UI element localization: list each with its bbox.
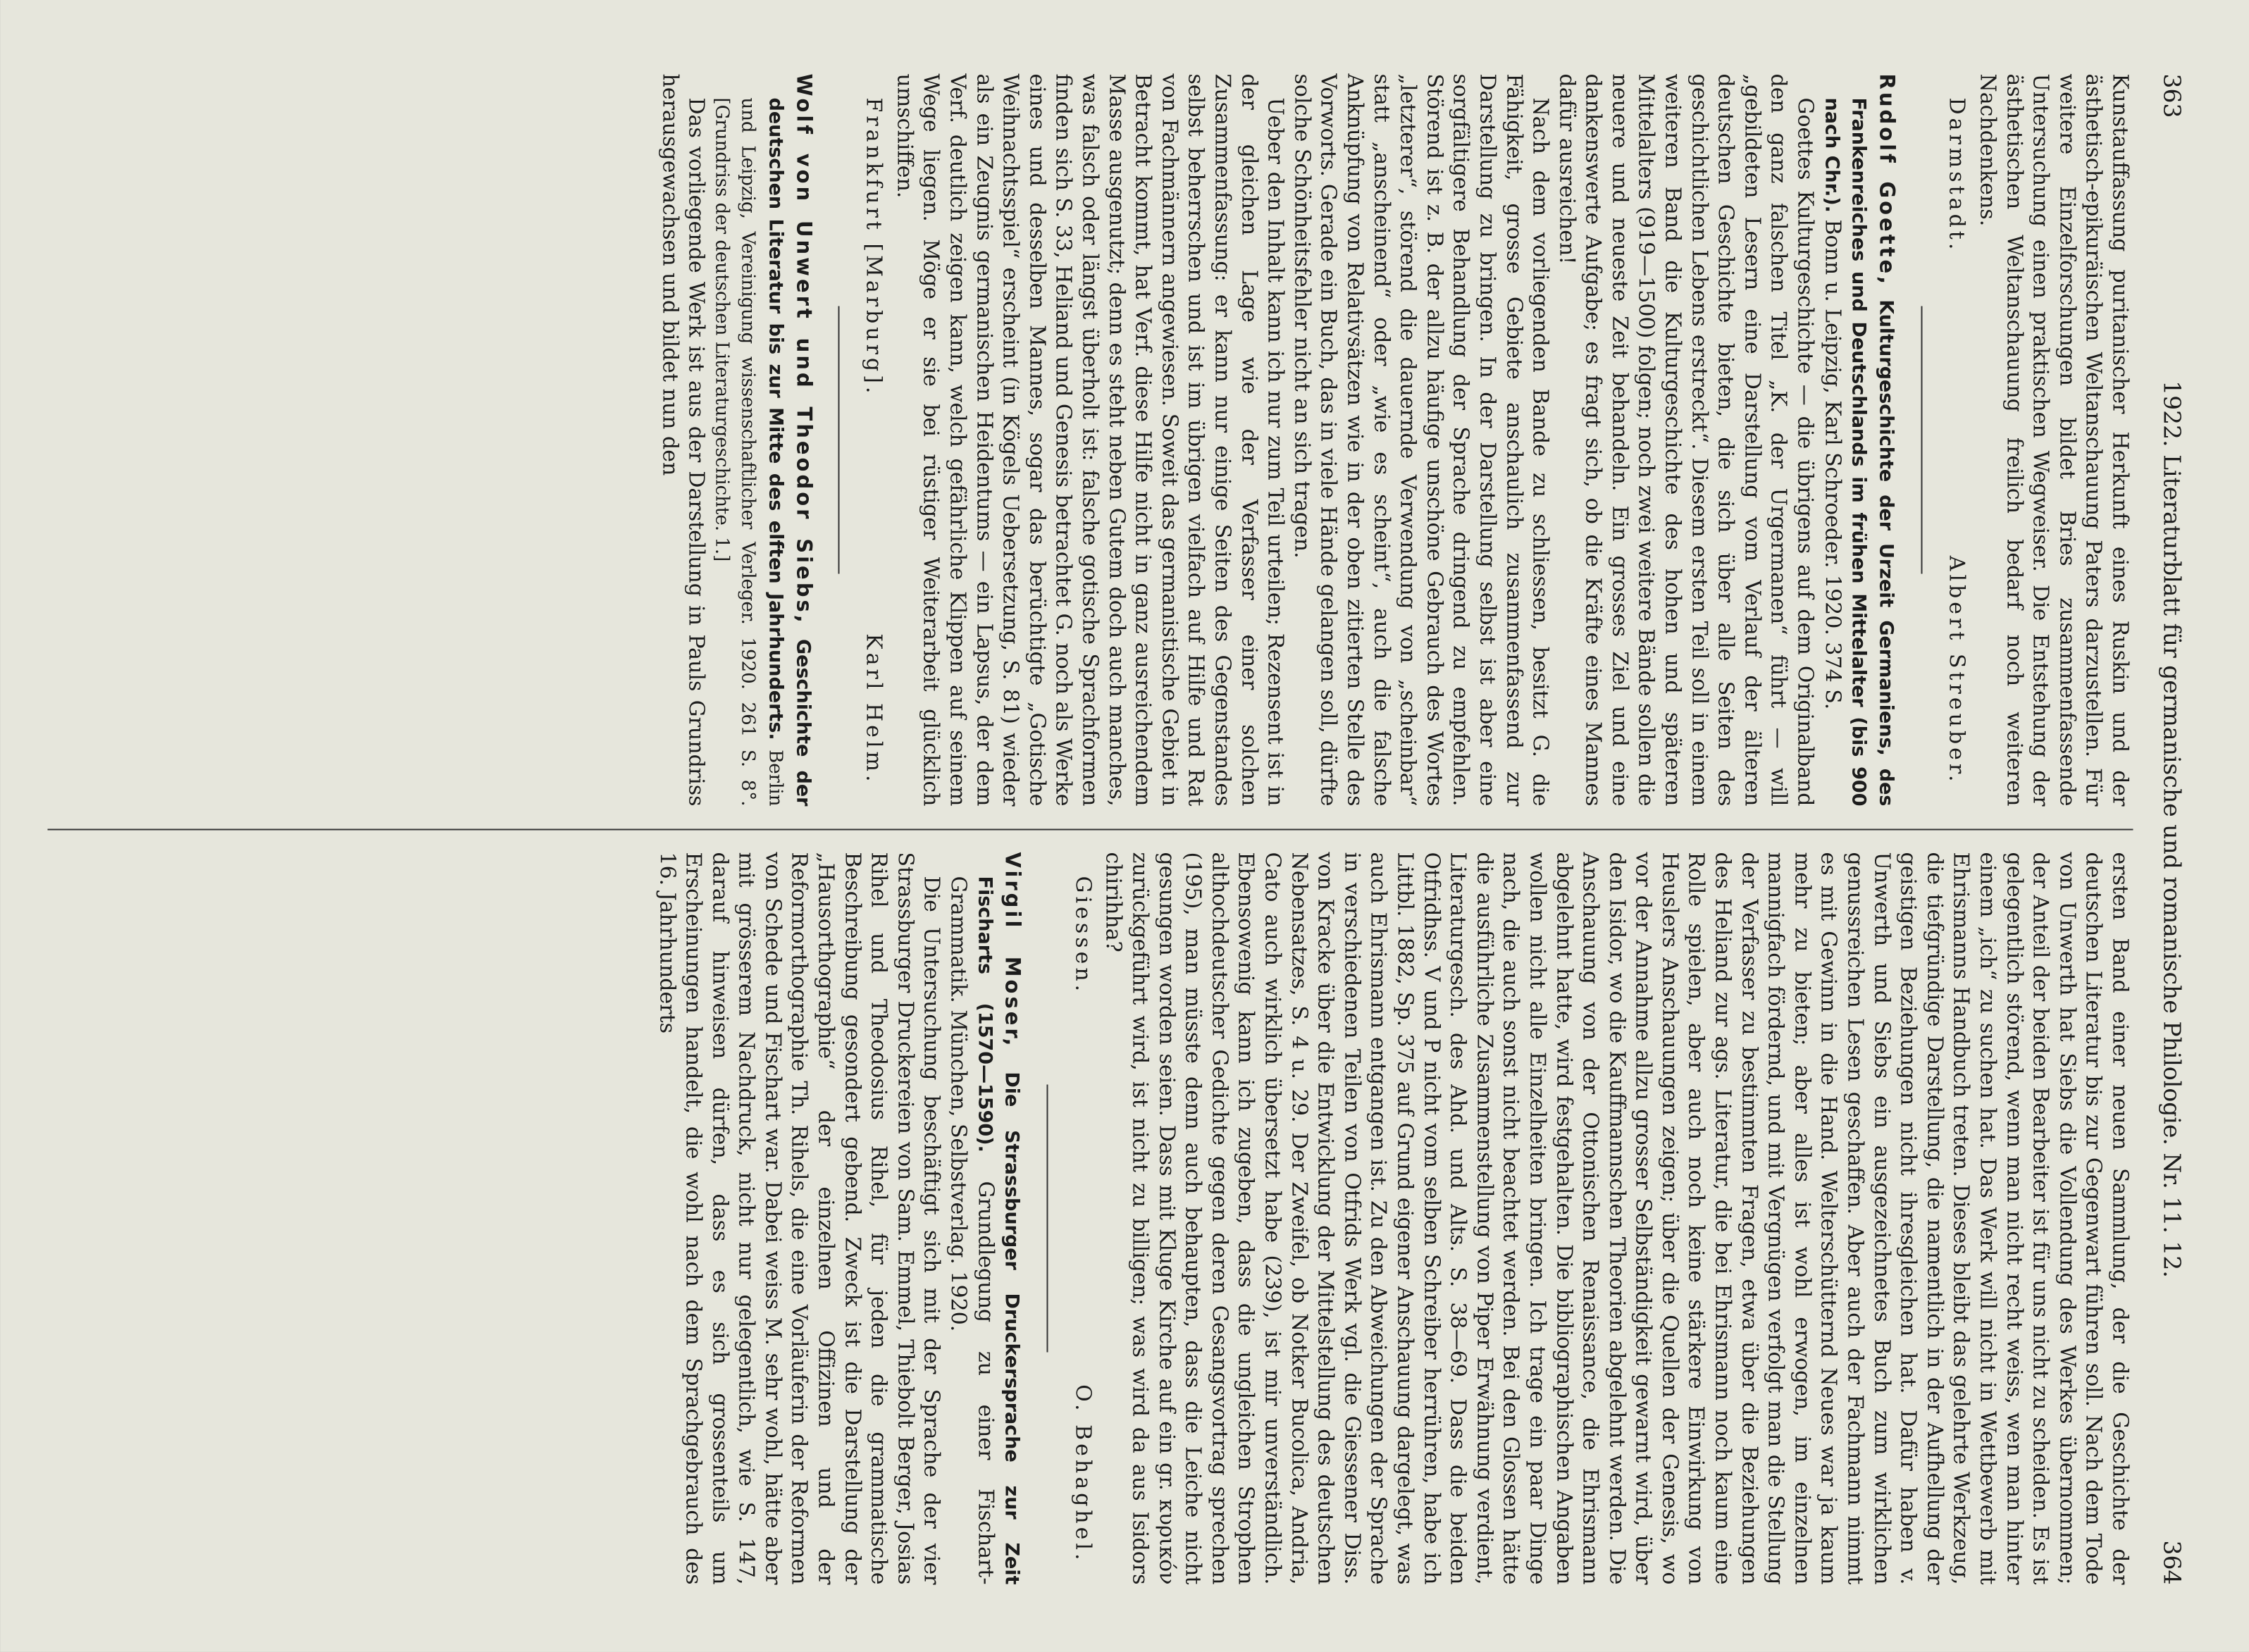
signature-name: O. Behaghel. bbox=[1070, 1384, 1096, 1564]
signature-name: Karl Helm. bbox=[861, 633, 886, 785]
review-entry-heading bbox=[710, 74, 817, 807]
signature-place: Giessen. bbox=[1070, 876, 1096, 995]
running-header bbox=[2151, 74, 2186, 1585]
signature-place: Frankfurt [Marburg]. bbox=[861, 97, 886, 397]
signature bbox=[860, 74, 891, 807]
journal-title: 1922. Literaturblatt für germanische und romanische Philologie. Nr. 11. 12. bbox=[2158, 380, 2186, 1278]
column-divider bbox=[48, 829, 2133, 831]
entry-author: Rudolf Goette, bbox=[1875, 73, 1900, 287]
review-entry-heading bbox=[945, 852, 1026, 1585]
paragraph: Das vorliegende Werk ist aus der Darstellung in Pauls Grundriss herausgewachsen und bildet nun den bbox=[657, 73, 709, 807]
signature-place: Darmstadt. bbox=[1944, 97, 1969, 254]
page-number-left: 363 bbox=[2158, 73, 2186, 118]
paragraph: Kunstauffassung puritanischer Herkunft eines Ruskin und der ästhetisch-epikuräischen Weltanschauung Paters darzustellen. Für weitere Einzelforschungen bildet Bries zusammenfassende Untersuchung einen praktischen Wegweiser. Die Entstehung der ästhetischen Weltanschauung freilich bedarf noch weiteren Nachdenkens. bbox=[1975, 73, 2133, 807]
section-rule bbox=[1047, 1085, 1048, 1353]
column-right bbox=[653, 852, 2133, 1585]
signature bbox=[1070, 852, 1101, 1585]
paragraph: ersten Band einer neuen Sammlung, der die Geschichte der deutschen Literatur bis zur Gegenwart führen soll. Nach dem Tode von Unwerth hat Siebs die Vollendung des Werkes übernommen; der Anteil der beiden Bearbeiter ist für uns nicht zu scheiden. Es ist gelegentlich störend, wenn man nicht recht weiss, wen man hinter einem „ich“ zu suchen hat. Das Werk will nicht in Wettbewerb mit Ehrismanns Handbuch treten. Dieses bleibt das gelehrte Werkzeug, die tiefgründige Darstellung, die namentlich in der Aufhellung der geistigen Beziehungen nicht ihresgleichen hat. Dafür haben v. Unwerth und Siebs ein ausgezeichnetes Buch zum wirklichen genussreichen Lesen geschaffen. Aber auch der Fachmann nimmt es mit Gewinn in die Hand. Welterschütternd Neues war ja kaum mehr zu bieten; aber alles ist wohl erwogen, im einzelnen mannigfach fördernd, und mit Vergnügen verfolgt man die Stellung der Verfasser zu bestimmten Fragen, etwa über die Beziehungen des Heliand zur ags. Literatur, die bei Ehrismann noch kaum eine Rolle spielen, aber auch noch keine stärkere Einwirkung von Heuslers Anschauungen zeigen; über die Quellen der Genesis, wo vor der Annahme allzu grosser Selbständigkeit gewarnt wird, über den Isidor, wo die Kauffmannschen Theorien abgelehnt werden. Die Anschauung von der Ottonischen Renaissance, die Ehrismann abgelehnt hatte, wird festgehalten. Die bibliographischen Angaben wollen nicht alle Einzelheiten bringen. Ich trage ein paar Dinge nach, die auch sonst nicht beachtet werden. Bei den Glossen hätte die ausführliche Zusammenstellung von Piper Erwähnung verdient, Literaturgesch. des Ahd. und Alts. S. 38—69. Dass die beiden Otfridhss. V und P nicht vom selben Schreiber herrühren, habe ich Littbl. 1882, Sp. 375 auf Grund eigener Anschauung dargelegt, was auch Ehrismann entgangen ist. Zu den Abweichungen der Sprache in verschiedenen Teilen von Otfrids Werk vgl. die Giessener Diss. von Kracke über die Entwicklung der Mittelstellung des deutschen Nebensatzes, S. 4 u. 29. Der Zweifel, ob Notker Bucolica, Andria, Cato auch wirklich übersetzt habe (239), ist mir unverständlich. Ebensowenig kann ich zugeben, dass die ungleichen Strophen althochdeutscher Gedichte gegen deren Gesangsvortrag sprechen (195), man müsste denn auch behaupten, dass die Leiche nicht gesungen worden seien. Dass mit Kluge Kirche auf ein gr. κυρικόν zurückgeführt wird, ist nicht zu billigen; was wird da aus Isidors chirihha? bbox=[1101, 852, 2133, 1585]
section-rule bbox=[838, 306, 839, 574]
signature bbox=[1943, 74, 1974, 807]
entry-author: Virgil Moser, bbox=[1000, 852, 1025, 1049]
paragraph: Die Untersuchung beschäftigt sich mit der Sprache der vier Strassburger Druckereien von Sam. Emmel, Thiebolt Berger, Josias Rihel und Theodosius Rihel, für jeden die grammatische Beschreibung gesondert gebend. Zweck ist die Darstellung der „Hausorthographie“ der einzelnen Offizinen und der Reformorthographie Th. Rihels, die eine Vorläuferin der Reformen von Schede und Fischart war. Dabei weiss M. sehr wohl, hätte aber mit grösserem Nachdruck, nicht nur gelegentlich, wie S. 147, darauf hinweisen dürfen, dass es sich grossenteils um Erscheinungen handelt, die wohl nach dem Sprachgebrauch des 16. Jahrhunderts bbox=[655, 852, 944, 1585]
entry-title: Die Strassburger Druckersprache zur Zeit Fischarts (1570—1590). bbox=[974, 876, 1023, 1585]
paragraph: Nach dem vorliegenden Bande zu schliessen, besitzt G. die Fähigkeit, grosse Gebiete anschaulich zusammenfassend zur Darstellung zu bringen. In der Darstellung selbst ist aber eine sorgfältigere Behandlung der Sprache dringend zu empfehlen. Störend ist z. B. der allzu häufige unschöne Gebrauch des Wortes „letzterer“, störend die dauernde Verwendung von „scheinbar“ statt „anscheinend“ oder „wie es scheint“, auch die falsche Anknüpfung von Relativsätzen wie in der oben zitierten Stelle des Vorworts. Gerade ein Buch, das in viele Hände gelangen soll, dürfte solche Schönheitsfehler nicht an sich tragen. bbox=[1289, 73, 1553, 807]
entry-title: Geschichte der deutschen Literatur bis zur Mitte des elften Jahrhunderts. bbox=[764, 97, 814, 807]
entry-author: Wolf von Unwert und Theodor Siebs, bbox=[792, 73, 817, 626]
column-left bbox=[657, 74, 2133, 807]
signature-name: Albert Streuber. bbox=[1944, 555, 1969, 785]
review-entry-heading bbox=[1819, 74, 1900, 807]
entry-title: Kulturgeschichte der Urzeit Germaniens, des Frankenreiches und Deutschlands im frühen Mittelalter (bis 900 nach Chr.). bbox=[1821, 97, 1897, 807]
section-rule bbox=[1921, 306, 1922, 574]
paragraph: Goettes Kulturgeschichte — die übrigens auf dem Originalband den ganz falschen Titel „K. der Urgermanen“ führt — will „gebildeten Lesern eine Darstellung vom Verlauf der älteren deutschen Geschichte bieten, die sich über alle Seiten des geschichtlichen Lebens erstreckt“. Diesem ersten Teil soll in einem weiteren Band die Kulturgeschichte des hohen und späteren Mittelalters (919—1500) folgen; noch zwei weitere Bände sollen die neuere und neueste Zeit behandeln. Ein grosses Ziel und eine dankenswerte Aufgabe; es fragt sich, ob die Kräfte eines Mannes dafür ausreichen! bbox=[1554, 73, 1818, 807]
journal-page bbox=[1, 0, 2249, 1652]
entry-publication: Grundlegung zu einer Fischart-Grammatik. München, Selbstverlag. 1920. bbox=[946, 876, 998, 1585]
entry-publication: Berlin und Leipzig, Vereinigung wissenschaftlicher Verleger. 1920. 261 S. 8°. [Grundriss der deutschen Literaturgeschichte. 1.] bbox=[711, 97, 786, 807]
paragraph: Ueber den Inhalt kann ich nur zum Teil urteilen; Rezensent ist in der gleichen Lage wie der Verfasser einer solchen Zusammenfassung: er kann nur einige Seiten des Gegenstandes selbst beherrschen und ist im übrigen vielfach auf Hilfe und Rat von Fachmännern angewiesen. Soweit das germanistische Gebiet in Betracht kommt, hat Verf. diese Hilfe nicht in ganz ausreichendem Masse ausgenutzt; denn es steht neben Gutem doch auch manches, was falsch oder längst überholt ist: falsche gotische Sprachformen finden sich S. 33, Heliand und Genesis betrachtet G. noch als Werke eines und desselben Mannes, sogar das berüchtigte „Gotische Weihnachtsspiel“ erscheint (in Kögels Uebersetzung, S. 81) wieder als ein Zeugnis germanischen Heidentums — ein Lapsus, der dem Verf. deutlich zeigen kann, welch gefährliche Klippen auf seinem Wege liegen. Möge er sie bei rüstiger Weiterarbeit glücklich umschiffen. bbox=[892, 73, 1288, 807]
entry-publication: Bonn u. Leipzig, Karl Schroeder. 1920. 374 S. bbox=[1820, 219, 1845, 710]
page-number-right: 364 bbox=[2158, 1540, 2186, 1585]
